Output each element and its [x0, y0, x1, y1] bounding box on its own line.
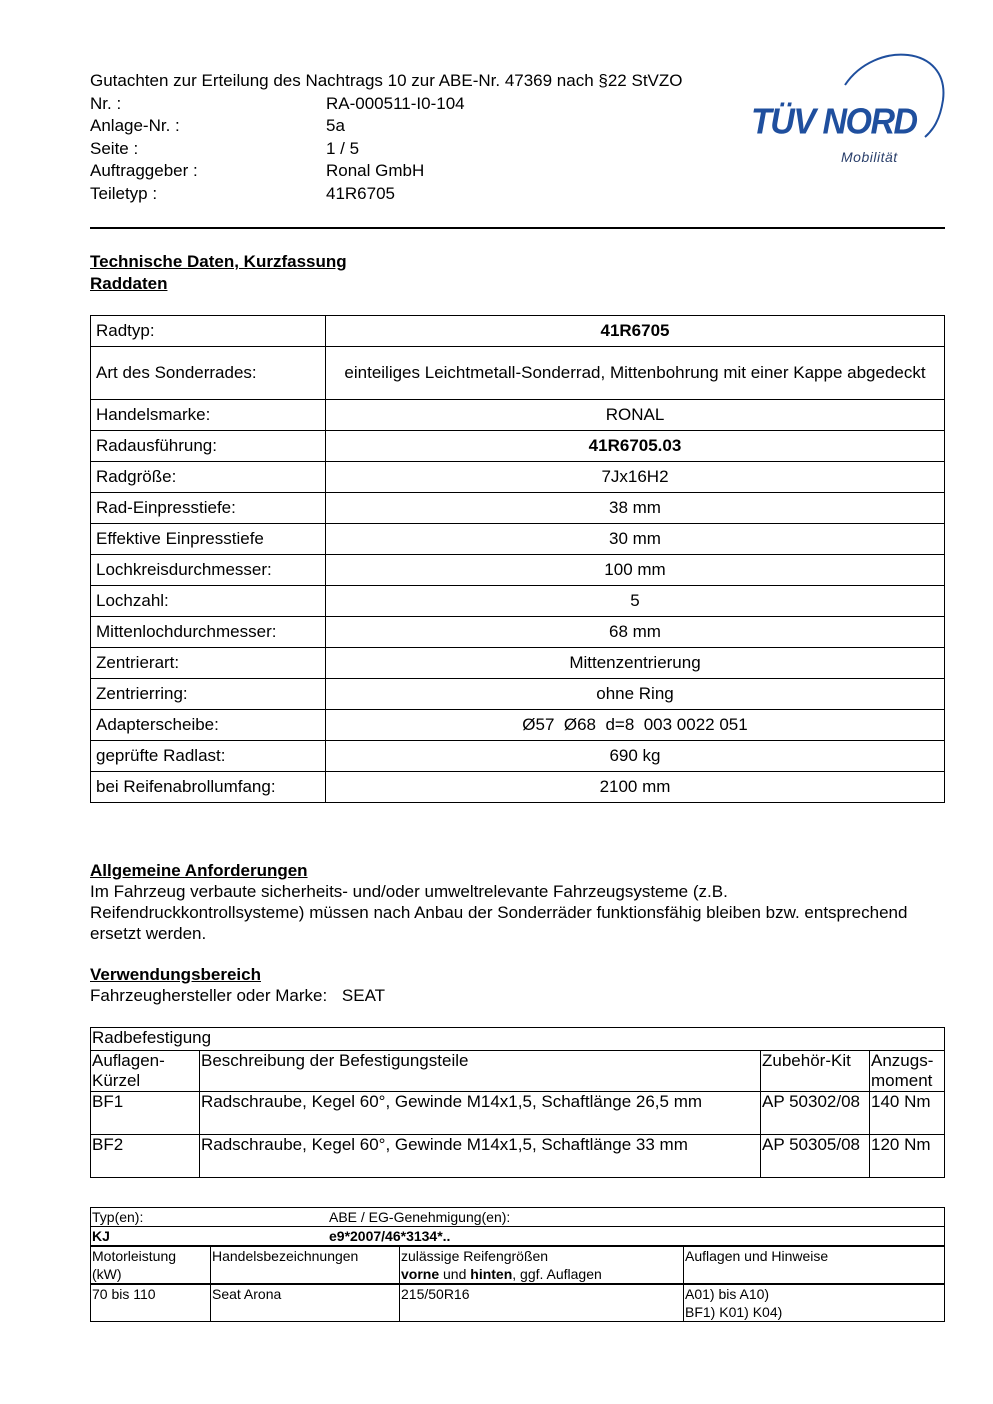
reifen-header-line1: zulässige Reifengrößen — [401, 1248, 549, 1264]
verwendung-label: Fahrzeughersteller oder Marke: — [90, 986, 328, 1005]
reifen-hinten: hinten — [470, 1266, 513, 1282]
row-value: 41R6705.03 — [326, 431, 945, 462]
reifen-vorne: vorne — [401, 1266, 440, 1282]
logo-subtitle: Mobilität — [841, 149, 898, 165]
typ-value: KJ — [92, 1228, 110, 1244]
document-header — [90, 70, 790, 205]
header-row-auftraggeber — [90, 160, 790, 183]
cell-desc: Radschraube, Kegel 60°, Gewinde M14x1,5, Schaftlänge 33 mm — [200, 1135, 761, 1178]
table-row — [91, 524, 945, 555]
row-value: 38 mm — [326, 493, 945, 524]
header-label: Nr. : — [90, 93, 122, 113]
table-row — [91, 772, 945, 803]
typen-table — [90, 1207, 945, 1322]
row-value: RONAL — [326, 400, 945, 431]
table-row — [91, 347, 945, 400]
table-row — [91, 710, 945, 741]
reifen-rest: , ggf. Auflagen — [512, 1266, 602, 1282]
header-cell: Auflagen-Kürzel — [91, 1051, 200, 1092]
row-label: Lochkreisdurchmesser: — [91, 555, 326, 586]
row-value: 100 mm — [326, 555, 945, 586]
row-value: 30 mm — [326, 524, 945, 555]
cell-moment: 140 Nm — [870, 1092, 945, 1135]
row-label: Mittenlochdurchmesser: — [91, 617, 326, 648]
row-value: einteiliges Leichtmetall-Sonderrad, Mittenbohrung mit einer Kappe abgedeckt — [326, 347, 945, 400]
table-header-row — [91, 1246, 945, 1284]
typ-label: Typ(en): — [92, 1209, 144, 1225]
header-value: Ronal GmbH — [326, 161, 425, 180]
header-cell: Handelsbezeichnungen — [211, 1246, 400, 1284]
header-row-nr — [90, 93, 790, 116]
row-label: Radausführung: — [91, 431, 326, 462]
section-subtitle: Raddaten — [90, 274, 168, 293]
row-label: bei Reifenabrollumfang: — [91, 772, 326, 803]
logo-brand: TÜV NORD — [751, 102, 917, 142]
auflagen-line2: BF1) K01) K04) — [685, 1304, 783, 1320]
table-row — [91, 431, 945, 462]
row-label: Effektive Einpresstiefe — [91, 524, 326, 555]
row-value: Ø57 Ø68 d=8 003 0022 051 — [326, 710, 945, 741]
header-value: 5a — [326, 116, 345, 135]
header-label: Seite : — [90, 138, 139, 158]
row-label: geprüfte Radlast: — [91, 741, 326, 772]
header-divider — [90, 227, 945, 229]
row-value: 68 mm — [326, 617, 945, 648]
row-value: 41R6705 — [326, 316, 945, 347]
table-row — [91, 741, 945, 772]
header-value: 41R6705 — [326, 183, 396, 203]
table-row — [91, 586, 945, 617]
cell-code: BF1 — [91, 1092, 200, 1135]
table-row — [91, 316, 945, 347]
table-row — [91, 1028, 945, 1051]
tuv-nord-logo — [745, 45, 950, 175]
header-row-anlage — [90, 115, 790, 138]
header-value: RA-000511-I0-104 — [326, 93, 465, 113]
verwendung-title: Verwendungsbereich — [90, 965, 261, 984]
verwendung-line — [90, 985, 950, 1006]
table-header-row — [91, 1051, 945, 1092]
row-value: 690 kg — [326, 741, 945, 772]
table-row — [91, 462, 945, 493]
row-label: Zentrierring: — [91, 679, 326, 710]
cell-auflagen — [684, 1284, 945, 1322]
cell-motor: 70 bis 110 — [91, 1284, 211, 1322]
reifen-und: und — [439, 1266, 471, 1282]
allgemein-title: Allgemeine Anforderungen — [90, 861, 308, 880]
header-cell: Beschreibung der Befestigungsteile — [200, 1051, 761, 1092]
row-value: 5 — [326, 586, 945, 617]
table-row — [91, 617, 945, 648]
cell-reifen: 215/50R16 — [400, 1284, 684, 1322]
table-row — [91, 679, 945, 710]
table-row — [91, 400, 945, 431]
row-label: Art des Sonderrades: — [91, 347, 326, 400]
typ-label-row — [91, 1208, 945, 1227]
header-value: 1 / 5 — [326, 138, 360, 158]
row-label: Rad-Einpresstiefe: — [91, 493, 326, 524]
table-row — [91, 1135, 945, 1178]
row-value: ohne Ring — [326, 679, 945, 710]
cell-kit: AP 50302/08 — [761, 1092, 870, 1135]
row-value: 7Jx16H2 — [326, 462, 945, 493]
table-row — [91, 1208, 945, 1227]
cell-moment: 120 Nm — [870, 1135, 945, 1178]
header-cell: Zubehör-Kit — [761, 1051, 870, 1092]
abe-value: e9*2007/46*3134*.. — [329, 1228, 451, 1244]
raddaten-table — [90, 315, 945, 803]
header-label: Anlage-Nr. : — [90, 116, 180, 135]
header-label: Auftraggeber : — [90, 161, 198, 180]
row-value: Mittenzentrierung — [326, 648, 945, 679]
verwendung-value: SEAT — [341, 986, 386, 1005]
befestigung-table — [90, 1027, 945, 1178]
row-label: Lochzahl: — [91, 586, 326, 617]
table-row — [91, 1092, 945, 1135]
table-row — [91, 555, 945, 586]
section-title: Technische Daten, Kurzfassung — [90, 252, 347, 271]
row-label: Adapterscheibe: — [91, 710, 326, 741]
document-title: Gutachten zur Erteilung des Nachtrags 10 zur ABE-Nr. 47369 nach §22 StVZO — [90, 71, 683, 90]
table-row — [91, 1227, 945, 1247]
header-row-teiletyp — [90, 183, 790, 206]
auflagen-line1: A01) bis A10) — [685, 1286, 770, 1302]
cell-kit: AP 50305/08 — [761, 1135, 870, 1178]
header-cell: Auflagen und Hinweise — [684, 1246, 945, 1284]
header-cell: Motorleistung (kW) — [91, 1246, 211, 1284]
cell-code: BF2 — [91, 1135, 200, 1178]
row-value: 2100 mm — [326, 772, 945, 803]
cell-desc: Radschraube, Kegel 60°, Gewinde M14x1,5, Schaftlänge 26,5 mm — [200, 1092, 761, 1135]
allgemein-text: Im Fahrzeug verbaute sicherheits- und/oder umweltrelevante Fahrzeugsysteme (z.B. Reifendruckkontrollsysteme) müssen nach Anbau der Sonderräder funktionsfähig bleiben bzw. entsprechend ersetzt werden. — [90, 882, 908, 943]
befestigung-title: Radbefestigung — [91, 1028, 945, 1051]
header-cell-reifen — [400, 1246, 684, 1284]
row-label: Handelsmarke: — [91, 400, 326, 431]
row-label: Zentrierart: — [91, 648, 326, 679]
header-row-seite — [90, 138, 790, 161]
header-label: Teiletyp : — [90, 183, 158, 203]
table-row — [91, 493, 945, 524]
abe-label: ABE / EG-Genehmigung(en): — [329, 1209, 511, 1225]
cell-handel: Seat Arona — [211, 1284, 400, 1322]
row-label: Radtyp: — [91, 316, 326, 347]
row-label: Radgröße: — [91, 462, 326, 493]
typ-value-row — [91, 1227, 945, 1247]
header-cell: Anzugs-moment — [870, 1051, 945, 1092]
table-row — [91, 648, 945, 679]
table-row — [91, 1284, 945, 1322]
